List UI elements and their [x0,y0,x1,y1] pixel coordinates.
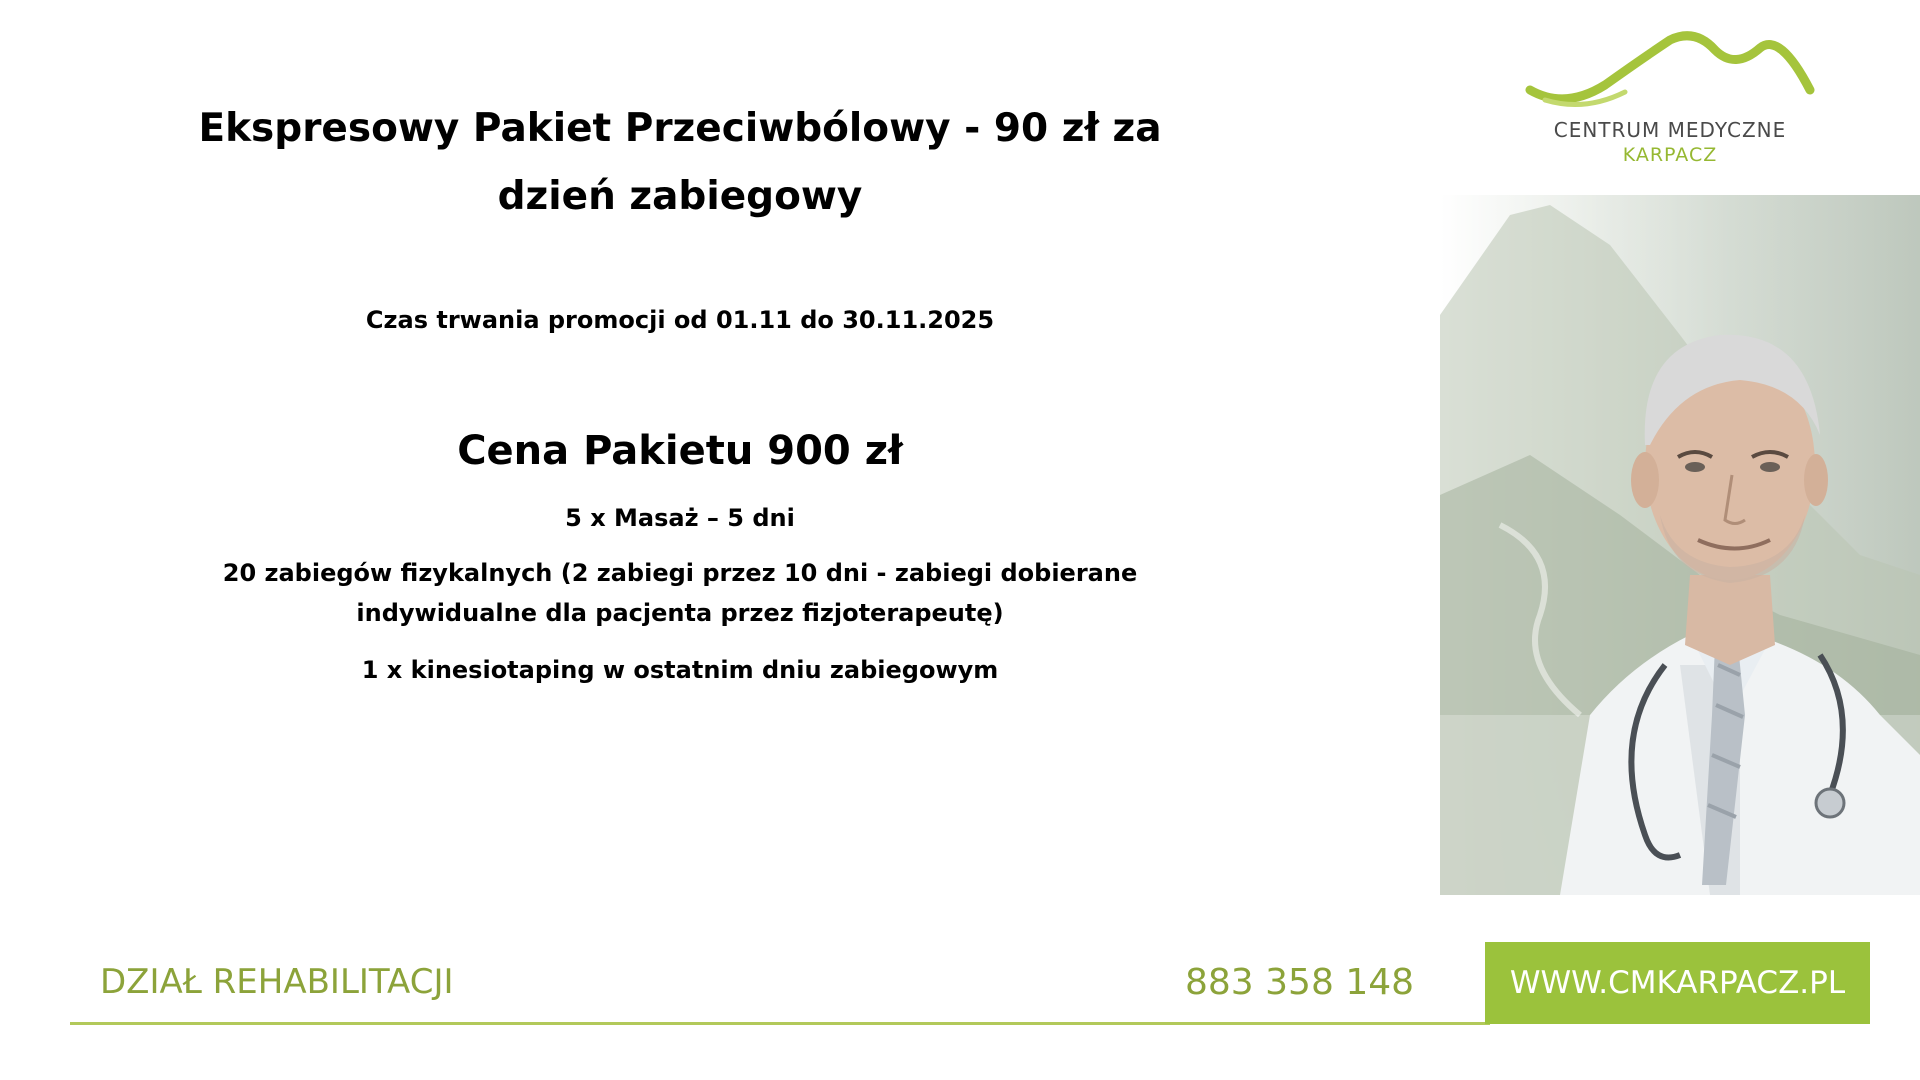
doctor-photo [1440,195,1920,895]
logo-text-main: CENTRUM MEDYCZNE [1553,118,1787,142]
promo-duration: Czas trwania promocji od 01.11 do 30.11.2025 [365,306,995,334]
department-label: DZIAŁ REHABILITACJI [100,962,454,1002]
package-item-physiotherapy: 20 zabiegów fizykalnych (2 zabiegi przez 10 dni - zabiegi dobierane indywidualne dla pacjenta przez fizjoterapeutę) [222,559,1138,627]
package-price: Cena Pakietu 900 zł [457,428,903,474]
phone-number[interactable]: 883 358 148 [1185,962,1415,1003]
mountain-wave-icon [1525,30,1815,110]
package-item-kinesiotaping: 1 x kinesiotaping w ostatnim dniu zabiegowym [361,656,999,684]
promo-title: Ekspresowy Pakiet Przeciwbólowy - 90 zł za dzień zabiegowy [198,106,1162,219]
package-item-massage: 5 x Masaż – 5 dni [565,504,795,532]
logo-text-city: KARPACZ [1622,144,1718,166]
website-link[interactable]: WWW.CMKARPACZ.PL [1485,942,1870,1024]
clinic-logo [1520,30,1820,190]
doctor-figure [1440,195,1920,895]
footer-divider [70,1022,1490,1025]
